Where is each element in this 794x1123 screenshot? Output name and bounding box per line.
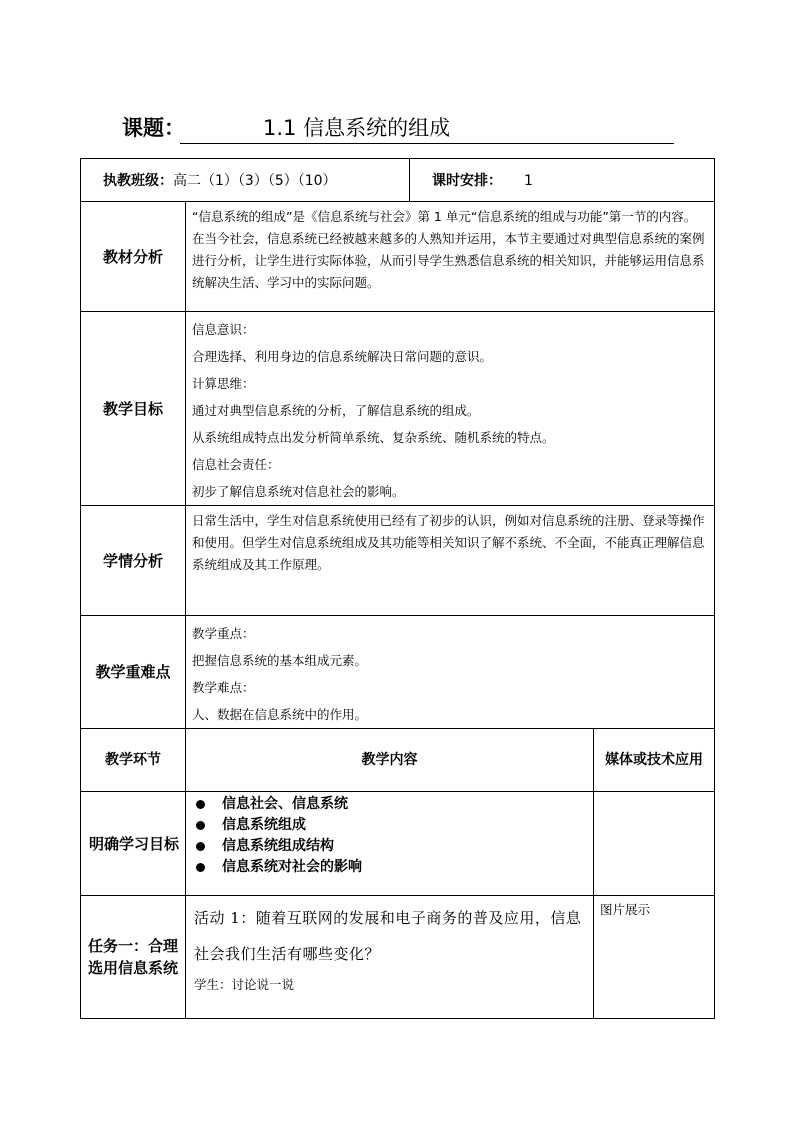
content-column-header: 教学内容 — [186, 729, 594, 792]
goals-media — [594, 792, 715, 896]
lesson-plan-table — [80, 158, 715, 1019]
class-cell — [81, 159, 410, 202]
class-label: 执教班级： — [103, 173, 173, 189]
learners-label: 学情分析 — [81, 506, 186, 616]
goal-item — [196, 857, 593, 878]
title-label: 课题： — [122, 116, 185, 140]
objectives-line: 信息意识： — [192, 322, 255, 337]
keypoints-content — [186, 616, 715, 729]
column-header-row — [81, 729, 715, 792]
learners-text — [186, 506, 715, 616]
bullet-icon — [196, 821, 205, 830]
keypoints-line: 教学难点： — [192, 680, 255, 695]
keypoints-line: 人、数据在信息系统中的作用。 — [192, 707, 368, 722]
goal-text: 信息系统对社会的影响 — [222, 859, 362, 875]
schedule-cell — [410, 159, 715, 202]
keypoints-line: 教学重点： — [192, 626, 255, 641]
class-value: 高二（1）（3）（5）（10） — [173, 173, 337, 189]
goal-item — [196, 836, 593, 857]
schedule-value: 1 — [524, 173, 533, 189]
task1-student: 学生：讨论说一说 — [194, 977, 295, 992]
objectives-content — [186, 312, 715, 506]
material-paragraph: “信息系统的组成”是《信息系统与社会》第 1 单元“信息系统的组成与功能”第一节的内容。在当今社会，信息系统已经被越来越多的人熟知并运用，本节主要通过对典型信息系统的案例进行分析，让学生进行实际体验，从而引导学生熟悉信息系统的相关知识，并能够运用信息系统解决生活、学习中的实际问题。 — [192, 209, 705, 290]
goal-item — [196, 815, 593, 836]
goals-list — [186, 794, 593, 878]
task1-media: 图片展示 — [594, 896, 715, 1019]
task1-activity: 活动 1：随着互联网的发展和电子商务的普及应用，信息社会我们生活有哪些变化？ — [194, 909, 582, 963]
objectives-row — [81, 312, 715, 506]
goal-text: 信息系统组成 — [222, 817, 306, 833]
keypoints-row — [81, 616, 715, 729]
goals-content — [186, 792, 594, 896]
task1-row — [81, 896, 715, 1019]
lesson-title — [122, 114, 674, 144]
objectives-label: 教学目标 — [81, 312, 186, 506]
objectives-line: 信息社会责任： — [192, 457, 280, 472]
task1-content — [186, 896, 594, 1019]
header-row — [81, 159, 715, 202]
goal-text: 信息社会、信息系统 — [222, 796, 348, 812]
goals-label: 明确学习目标 — [81, 792, 186, 896]
bullet-icon — [196, 842, 205, 851]
material-row — [81, 202, 715, 312]
title-underline — [180, 143, 674, 144]
objectives-line: 从系统组成特点出发分析简单系统、复杂系统、随机系统的特点。 — [192, 430, 555, 445]
bullet-icon — [196, 863, 205, 872]
material-label: 教材分析 — [81, 202, 186, 312]
bullet-icon — [196, 800, 205, 809]
material-text — [186, 202, 715, 312]
media-column-header: 媒体或技术应用 — [594, 729, 715, 792]
objectives-line: 初步了解信息系统对信息社会的影响。 — [192, 484, 405, 499]
keypoints-line: 把握信息系统的基本组成元素。 — [192, 653, 368, 668]
task1-label: 任务一：合理选用信息系统 — [81, 896, 186, 1019]
learners-row — [81, 506, 715, 616]
schedule-label: 课时安排： — [432, 173, 503, 189]
goal-item — [196, 794, 593, 815]
stage-column-header: 教学环节 — [81, 729, 186, 792]
objectives-line: 合理选择、利用身边的信息系统解决日常问题的意识。 — [192, 349, 493, 364]
goal-text: 信息系统组成结构 — [222, 838, 334, 854]
goals-row — [81, 792, 715, 896]
objectives-line: 计算思维： — [192, 376, 255, 391]
title-text: 1.1 信息系统的组成 — [263, 116, 451, 140]
keypoints-label: 教学重难点 — [81, 616, 186, 729]
learners-paragraph: 日常生活中，学生对信息系统使用已经有了初步的认识，例如对信息系统的注册、登录等操作和使用。但学生对信息系统组成及其功能等相关知识了解不系统、不全面，不能真正理解信息系统组成及其工作原理。 — [192, 513, 705, 572]
objectives-line: 通过对典型信息系统的分析，了解信息系统的组成。 — [192, 403, 480, 418]
